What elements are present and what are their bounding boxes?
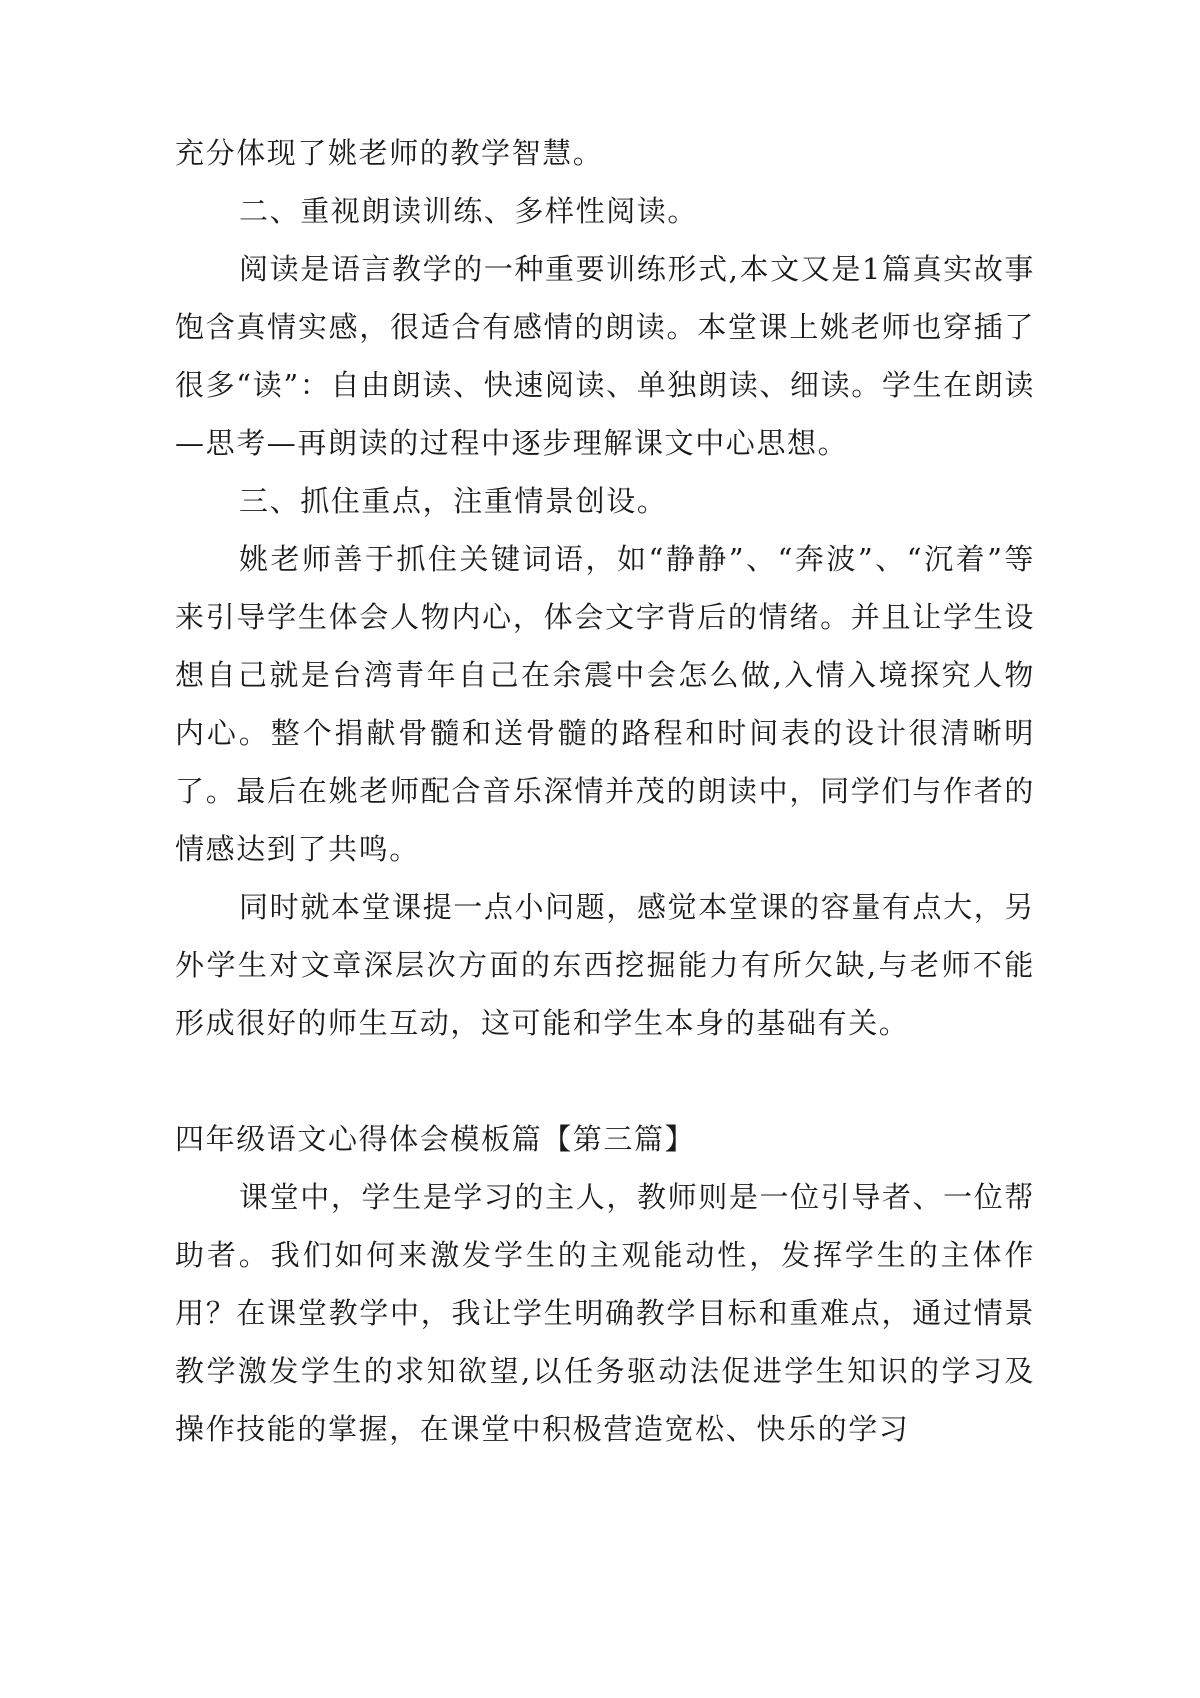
paragraph-conclusion-line: 充分体现了姚老师的教学智慧。 — [175, 136, 604, 170]
paragraph-issues: 同时就本堂课提一点小问题，感觉本堂课的容量有点大，另外学生对文章深层次方面的东西挖掘能力有所欠缺,与老师不能形成很好的师生互动，这可能和学生本身的基础有关。 — [175, 890, 1035, 1040]
document-page — [175, 124, 1035, 1458]
heading-reading-training: 二、重视朗读训练、多样性阅读。 — [239, 194, 699, 228]
paragraph-classroom: 课堂中，学生是学习的主人，教师则是一位引导者、一位帮助者。我们如何来激发学生的主观能动性，发挥学生的主体作用？在课堂教学中，我让学生明确教学目标和重难点，通过情景教学激发学生的求知欲望,以任务驱动法促进学生知识的学习及操作技能的掌握，在课堂中积极营造宽松、快乐的学习 — [175, 1180, 1035, 1446]
section-heading: 四年级语文心得体会模板篇【第三篇】 — [175, 1122, 696, 1156]
paragraph-reading: 阅读是语言教学的一种重要训练形式,本文又是1篇真实故事饱含真情实感，很适合有感情的朗读。本堂课上姚老师也穿插了很多“读”：自由朗读、快速阅读、单独朗读、细读。学生在朗读—思考—再朗读的过程中逐步理解课文中心思想。 — [175, 252, 1035, 460]
paragraph-key-words: 姚老师善于抓住关键词语，如“静静”、“奔波”、“沉着”等来引导学生体会人物内心，体会文字背后的情绪。并且让学生设想自己就是台湾青年自己在余震中会怎么做,入情入境探究人物内心。整个捐献骨髓和送骨髓的路程和时间表的设计很清晰明了。最后在姚老师配合音乐深情并茂的朗读中，同学们与作者的情感达到了共鸣。 — [175, 542, 1035, 866]
heading-key-points: 三、抓住重点，注重情景创设。 — [239, 484, 668, 518]
section-spacer — [175, 1052, 1035, 1110]
